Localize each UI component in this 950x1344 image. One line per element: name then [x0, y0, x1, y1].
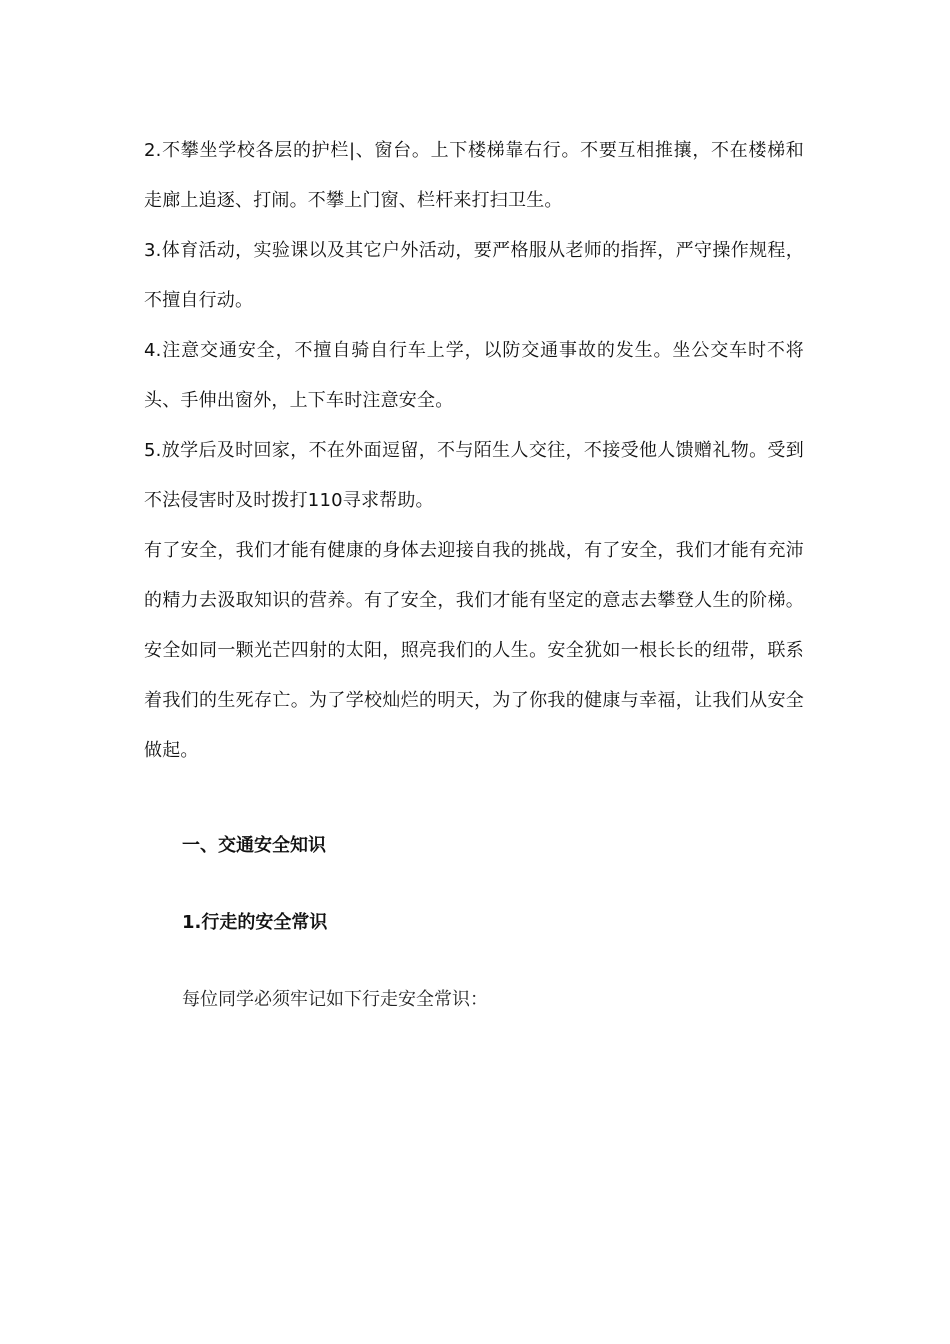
intro-line: 每位同学必须牢记如下行走安全常识：: [182, 989, 488, 1010]
paragraph-rule-5: 5.放学后及时回家，不在外面逗留，不与陌生人交往，不接受他人馈赠礼物。受到不法侵害时及时拨打110寻求帮助。: [144, 440, 804, 511]
section-heading: 一、交通安全知识: [182, 835, 326, 856]
subsection-heading: 1.行走的安全常识: [182, 912, 328, 933]
paragraph-rule-2: 2.不攀坐学校各层的护栏|、窗台。上下楼梯靠右行。不要互相推攘，不在楼梯和走廊上追逐、打闹。不攀上门窗、栏杆来打扫卫生。: [144, 140, 804, 211]
traffic-safety-section: [182, 826, 802, 1020]
body-text: [144, 126, 804, 776]
paragraph-rule-3: 3.体育活动，实验课以及其它户外活动，要严格服从老师的指挥，严守操作规程，不擅自行动。: [144, 240, 804, 311]
paragraph-conclusion: 有了安全，我们才能有健康的身体去迎接自我的挑战，有了安全，我们才能有充沛的精力去汲取知识的营养。有了安全，我们才能有坚定的意志去攀登人生的阶梯。安全如同一颗光芒四射的太阳，照亮我们的人生。安全犹如一根长长的纽带，联系着我们的生死存亡。为了学校灿烂的明天，为了你我的健康与幸福，让我们从安全做起。: [144, 540, 804, 761]
paragraph-rule-4: 4.注意交通安全，不擅自骑自行车上学，以防交通事故的发生。坐公交车时不将头、手伸出窗外，上下车时注意安全。: [144, 340, 804, 411]
